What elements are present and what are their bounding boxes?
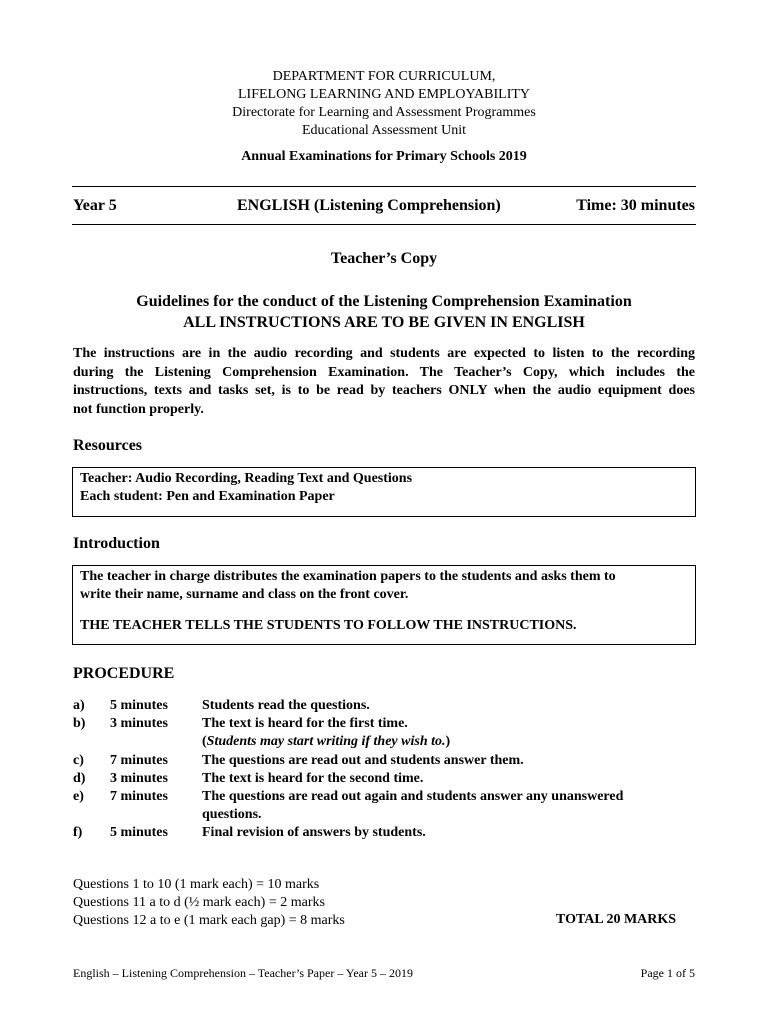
guidelines-line: The instructions are in the audio recording and students are expected to listen to the recording — [73, 346, 695, 361]
step-letter: b) — [73, 716, 86, 732]
step-text: The text is heard for the second time. — [202, 770, 424, 786]
total-marks: TOTAL 20 MARKS — [556, 912, 677, 927]
step-text: The questions are read out and students answer them. — [202, 752, 524, 768]
exam-title: Annual Examinations for Primary Schools 2019 — [241, 149, 527, 164]
procedure-step-f — [73, 824, 695, 842]
step-text: Final revision of answers by students. — [202, 825, 426, 841]
resources-teacher: Teacher: Audio Recording, Reading Text and Questions — [80, 471, 413, 486]
procedure-list — [73, 697, 695, 843]
introduction-box — [72, 565, 696, 645]
header-unit: Educational Assessment Unit — [301, 123, 467, 138]
step-note-text: Students may start writing if they wish to. — [206, 734, 446, 750]
subject-label: ENGLISH (Listening Comprehension) — [237, 197, 501, 214]
step-text: The questions are read out again and students answer any unanswered questions. — [202, 788, 624, 823]
step-letter: a) — [73, 698, 85, 713]
resources-student: Each student: Pen and Examination Paper — [80, 488, 335, 504]
procedure-step-e — [73, 788, 695, 824]
guidelines-line: instructions, texts and tasks set, is to be read by teachers ONLY when the audio equipment does — [73, 383, 695, 398]
procedure-step-c — [73, 752, 695, 770]
header-department: DEPARTMENT FOR CURRICULUM, — [272, 69, 496, 84]
step-time: 7 minutes — [110, 752, 168, 768]
resources-box — [72, 467, 696, 517]
guidelines-line: during the Listening Comprehension Examination. The Teacher’s Copy, which includes the — [73, 364, 695, 380]
step-letter: f) — [73, 825, 83, 841]
procedure-step-b-note — [73, 733, 695, 751]
procedure-step-b — [73, 715, 695, 733]
bottom-rule — [72, 224, 696, 225]
top-rule — [72, 186, 696, 187]
introduction-instruction: THE TEACHER TELLS THE STUDENTS TO FOLLOW THE INSTRUCTIONS. — [80, 618, 577, 633]
step-time: 5 minutes — [110, 698, 168, 713]
marks-line: Questions 12 a to e (1 mark each gap) = 8 marks — [73, 913, 345, 929]
introduction-line: The teacher in charge distributes the examination papers to the students and asks them to — [80, 569, 616, 584]
resources-heading: Resources — [73, 437, 143, 454]
step-letter: e) — [73, 788, 84, 804]
marks-line: Questions 1 to 10 (1 mark each) = 10 marks — [73, 877, 320, 892]
step-letter: d) — [73, 770, 86, 786]
procedure-heading: PROCEDURE — [73, 665, 175, 682]
page-number: Page 1 of 5 — [640, 966, 695, 980]
year-label: Year 5 — [73, 197, 117, 214]
step-time: 3 minutes — [110, 716, 168, 732]
guidelines-subtitle: ALL INSTRUCTIONS ARE TO BE GIVEN IN ENGLISH — [183, 314, 585, 331]
marks-breakdown — [73, 876, 345, 931]
time-label: Time: 30 minutes — [576, 197, 695, 214]
marks-line: Questions 11 a to d (½ mark each) = 2 marks — [73, 895, 325, 911]
document-header — [0, 68, 768, 140]
guidelines-line: not function properly. — [73, 401, 204, 417]
header-department-cont: LIFELONG LEARNING AND EMPLOYABILITY — [237, 87, 531, 102]
guidelines-paragraph — [73, 345, 695, 419]
procedure-step-a — [73, 697, 695, 715]
copy-title: Teacher’s Copy — [330, 250, 438, 267]
procedure-step-d — [73, 770, 695, 788]
step-text: Students read the questions. — [202, 698, 370, 713]
introduction-heading: Introduction — [73, 535, 160, 552]
introduction-line: write their name, surname and class on the front cover. — [80, 586, 409, 602]
header-directorate: Directorate for Learning and Assessment Programmes — [232, 105, 536, 120]
step-time: 7 minutes — [110, 788, 168, 804]
footer-title: English – Listening Comprehension – Teacher’s Paper – Year 5 – 2019 — [73, 966, 414, 980]
step-time: 5 minutes — [110, 825, 168, 841]
step-note: (Students may start writing if they wish to.) — [202, 734, 451, 750]
step-time: 3 minutes — [110, 770, 168, 786]
step-letter: c) — [73, 752, 84, 768]
guidelines-title: Guidelines for the conduct of the Listening Comprehension Examination — [136, 293, 632, 310]
step-text: The text is heard for the first time. — [202, 716, 408, 732]
